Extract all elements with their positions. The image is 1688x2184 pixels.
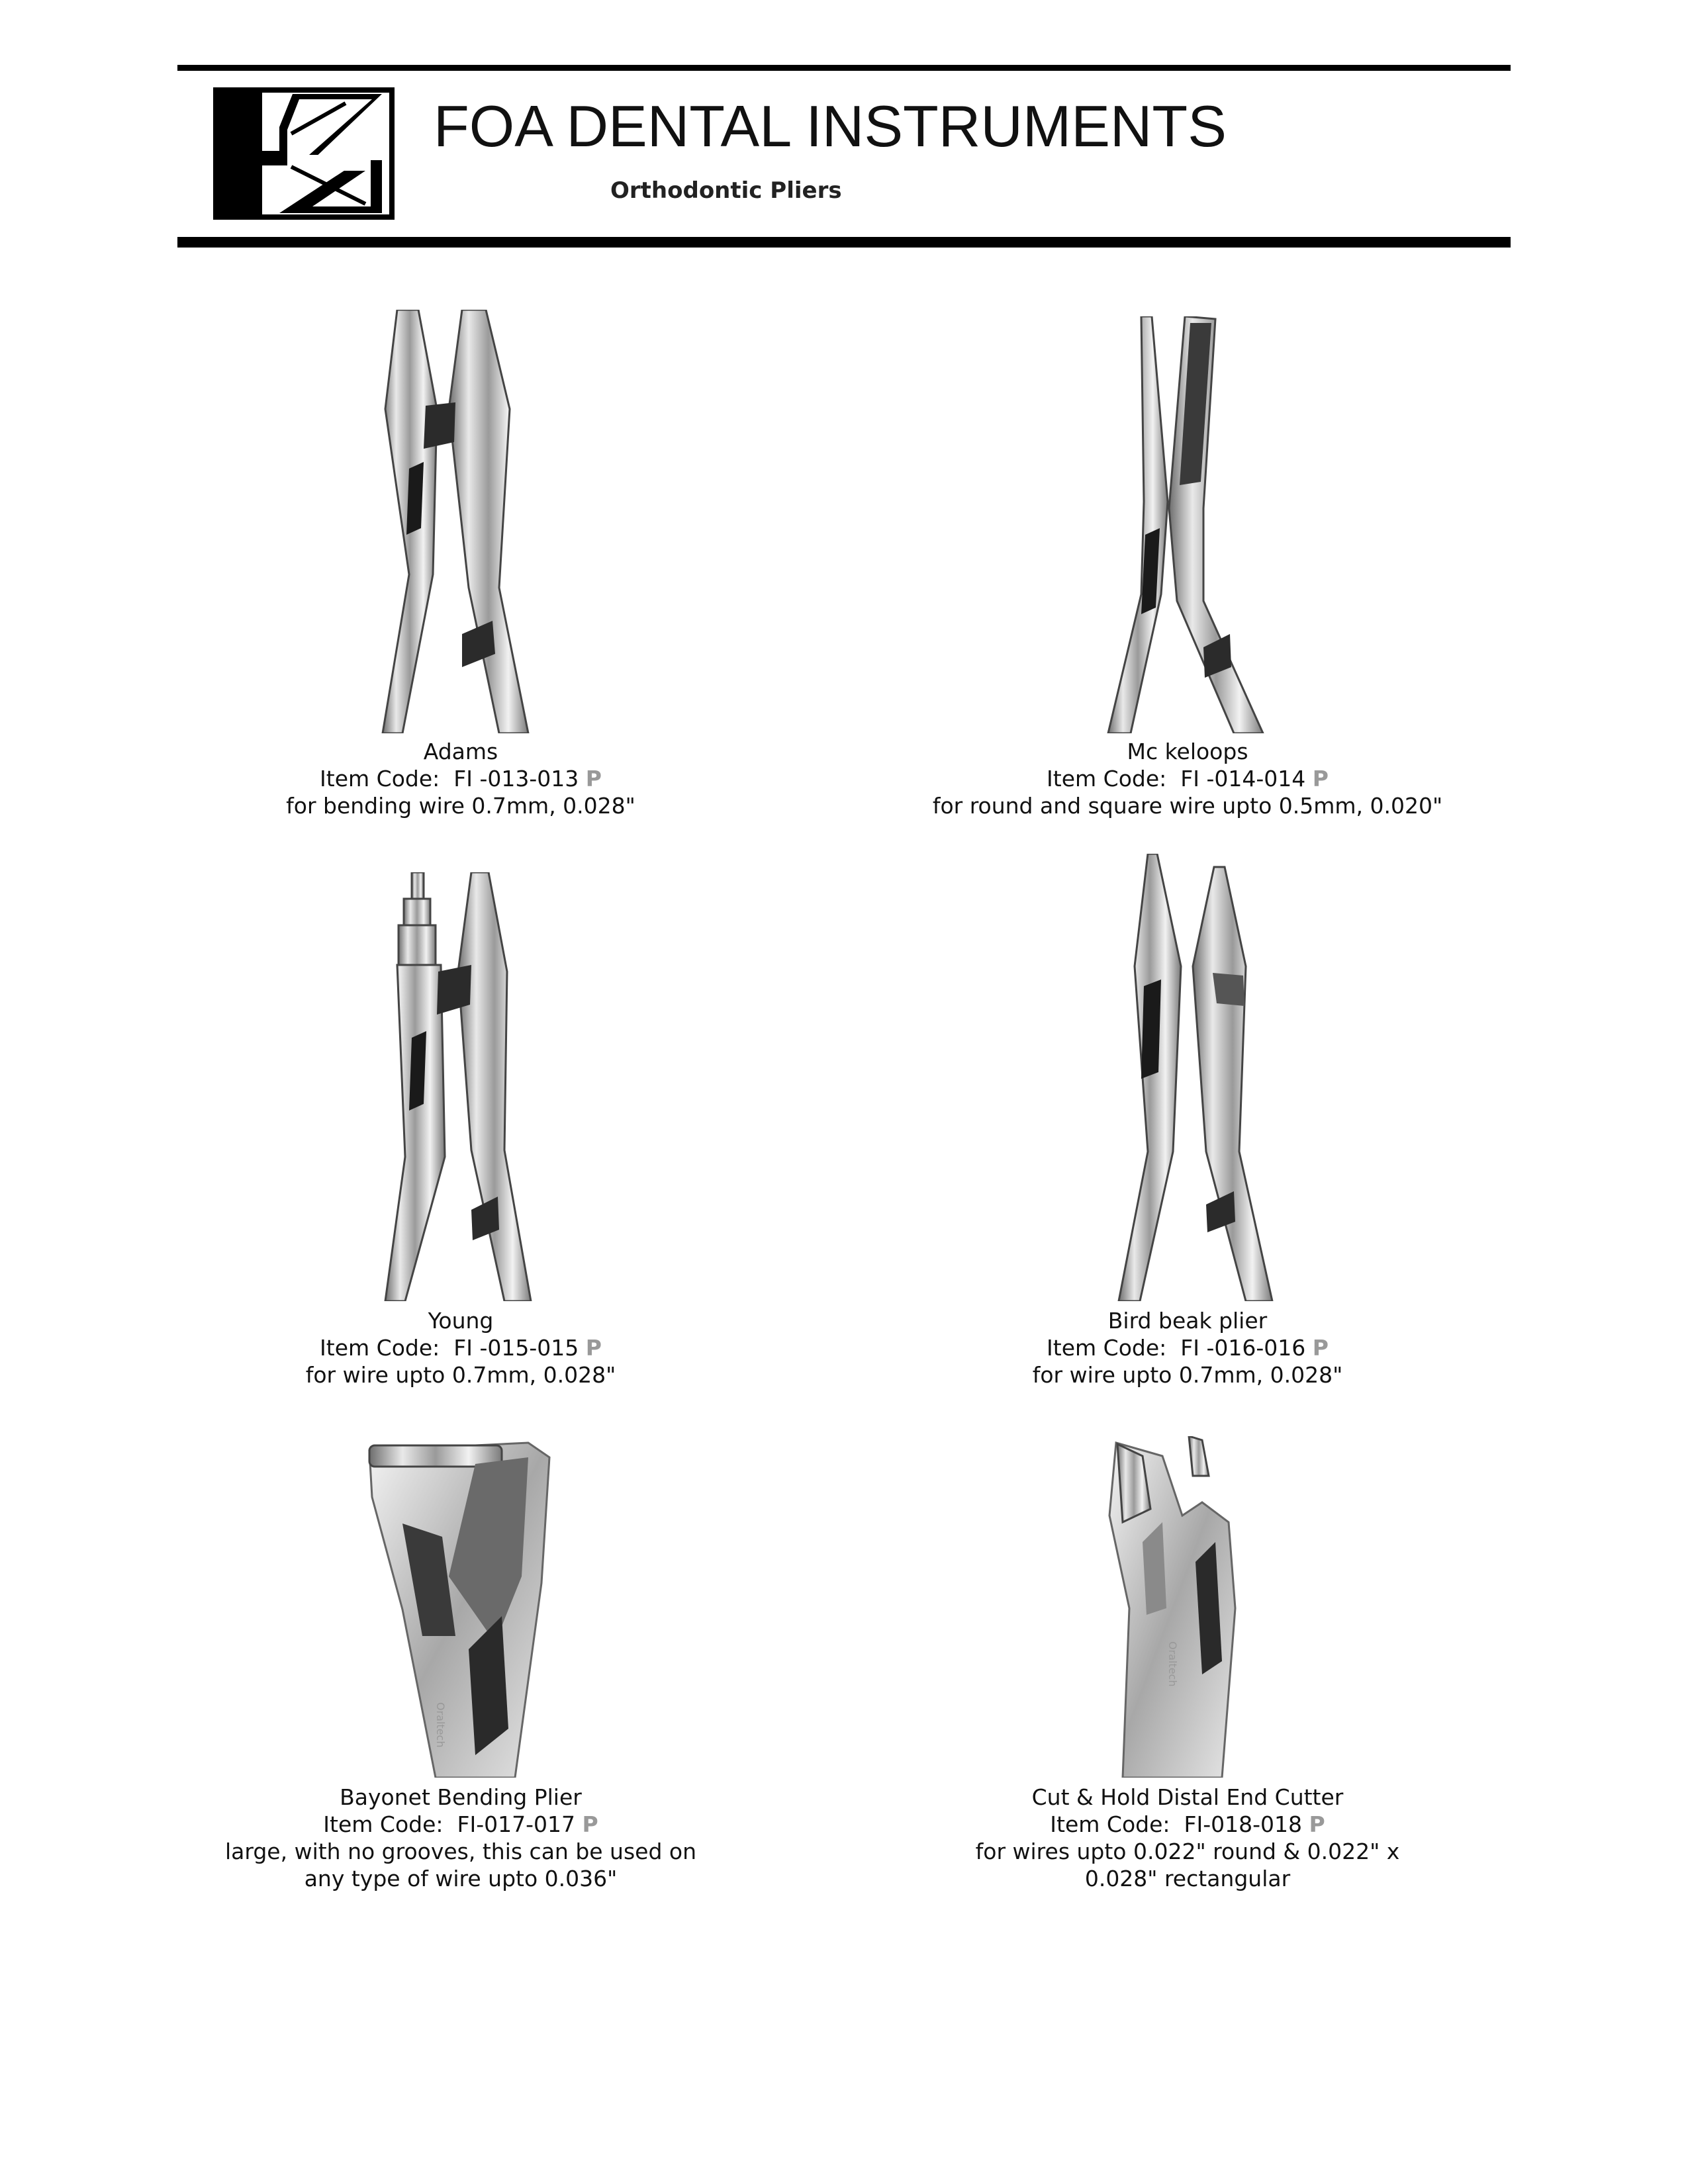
item-code: FI -016-016	[1180, 1335, 1306, 1361]
product-caption-bayonet	[110, 1784, 812, 1892]
product-description: for bending wire 0.7mm, 0.028"	[286, 793, 635, 819]
item-code: FI-018-018	[1184, 1811, 1303, 1837]
item-code-label: Item Code:	[1050, 1811, 1170, 1837]
product-caption-distal-end-cutter	[837, 1784, 1538, 1892]
item-code-label: Item Code:	[1047, 766, 1167, 792]
item-code-label: Item Code:	[323, 1811, 444, 1837]
item-code: FI -013-013	[453, 766, 579, 792]
catalog-section-title: Orthodontic Pliers	[610, 177, 842, 204]
item-code: FI -014-014	[1180, 766, 1306, 792]
distal-end-cutter-image	[1103, 1436, 1275, 1778]
product-name: Bird beak plier	[1107, 1308, 1268, 1334]
price-mark: P	[585, 766, 602, 792]
product-description: large, with no grooves, this can be used on any type of wire upto 0.036"	[224, 1839, 697, 1891]
price-mark: P	[585, 1335, 602, 1361]
product-description: for wire upto 0.7mm, 0.028"	[1032, 1362, 1343, 1388]
brand-watermark: Oraltech	[434, 1702, 447, 1748]
product-caption-bird-beak	[837, 1307, 1538, 1388]
header-bottom-rule	[177, 237, 1511, 248]
item-code-label: Item Code:	[320, 766, 440, 792]
product-description: for round and square wire upto 0.5mm, 0.020"	[932, 793, 1443, 819]
adams-plier-image	[363, 310, 548, 733]
company-logo	[213, 87, 395, 220]
mc-keloops-plier-image	[1104, 316, 1276, 733]
young-plier-image	[372, 872, 544, 1301]
bird-beak-plier-image	[1107, 854, 1279, 1301]
product-name: Young	[428, 1308, 494, 1334]
product-name: Mc keloops	[1127, 739, 1248, 764]
product-name: Bayonet Bending Plier	[340, 1784, 582, 1810]
bayonet-bending-plier-image	[363, 1437, 561, 1778]
item-code-label: Item Code:	[1047, 1335, 1167, 1361]
price-mark: P	[1309, 1811, 1325, 1837]
product-description: for wire upto 0.7mm, 0.028"	[305, 1362, 616, 1388]
product-description: for wires upto 0.022" round & 0.022" x 0.028" rectangular	[975, 1839, 1400, 1891]
brand-watermark: Oraltech	[1166, 1641, 1179, 1687]
item-code: FI-017-017	[457, 1811, 576, 1837]
item-code-label: Item Code:	[320, 1335, 440, 1361]
product-caption-young	[110, 1307, 812, 1388]
product-name: Cut & Hold Distal End Cutter	[1031, 1784, 1344, 1810]
price-mark: P	[1312, 1335, 1329, 1361]
product-name: Adams	[423, 739, 498, 764]
item-code: FI -015-015	[453, 1335, 579, 1361]
header-top-rule	[177, 65, 1511, 71]
company-name: FOA DENTAL INSTRUMENTS	[434, 93, 1227, 159]
product-caption-mc-keloops	[837, 738, 1538, 819]
price-mark: P	[1312, 766, 1329, 792]
price-mark: P	[582, 1811, 598, 1837]
product-caption-adams	[110, 738, 812, 819]
